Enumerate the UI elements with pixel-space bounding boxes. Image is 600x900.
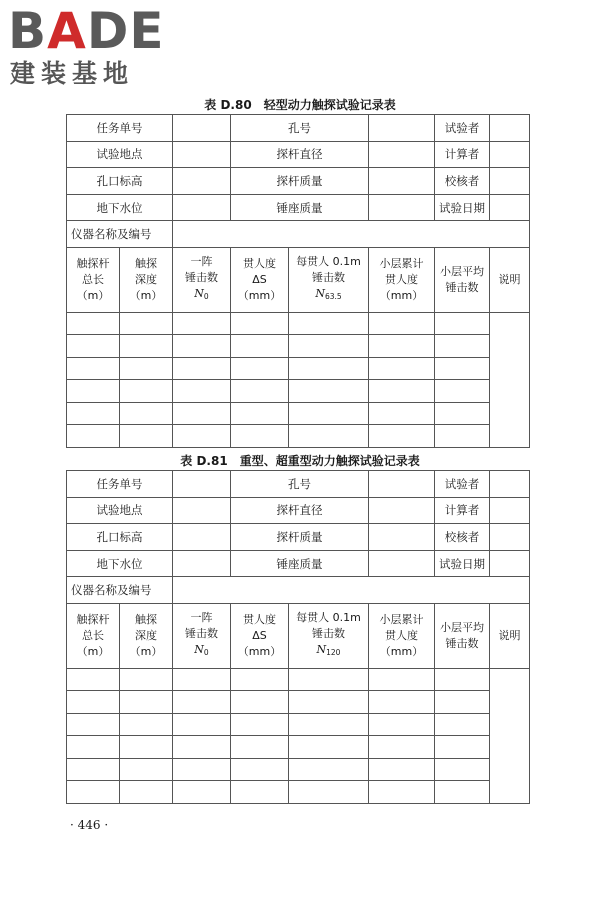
header-blows: 一阵 锤击数 $N_0$ bbox=[173, 247, 231, 312]
info-label: 校核者 bbox=[435, 524, 490, 551]
info-label: 试验地点 bbox=[67, 497, 173, 524]
info-value-cell[interactable] bbox=[173, 471, 231, 498]
data-cell[interactable] bbox=[369, 758, 435, 781]
data-cell[interactable] bbox=[231, 380, 289, 403]
data-cell[interactable] bbox=[435, 357, 490, 380]
data-cell[interactable] bbox=[120, 713, 173, 736]
header-penetration: 贯人度 ΔS （mm） bbox=[231, 603, 289, 668]
data-cell[interactable] bbox=[67, 312, 120, 335]
header-rod-length: 触探杆 总长 （m） bbox=[67, 603, 120, 668]
header-blows: 一阵 锤击数 $N_0$ bbox=[173, 603, 231, 668]
data-cell[interactable] bbox=[231, 758, 289, 781]
info-label: 计算者 bbox=[435, 141, 490, 168]
data-cell[interactable] bbox=[67, 758, 120, 781]
data-cell[interactable] bbox=[435, 781, 490, 804]
data-cell[interactable] bbox=[435, 736, 490, 759]
data-cell[interactable] bbox=[435, 335, 490, 358]
data-cell[interactable] bbox=[120, 668, 173, 691]
data-cell[interactable] bbox=[435, 668, 490, 691]
info-value-cell[interactable] bbox=[173, 497, 231, 524]
data-cell[interactable] bbox=[231, 312, 289, 335]
data-cell[interactable] bbox=[369, 312, 435, 335]
data-cell[interactable] bbox=[289, 335, 369, 358]
instrument-value-cell[interactable] bbox=[173, 221, 530, 248]
info-value-cell[interactable] bbox=[490, 550, 530, 577]
data-cell[interactable] bbox=[173, 357, 231, 380]
record-table-d81 bbox=[66, 470, 530, 804]
header-remark: 说明 bbox=[490, 247, 530, 312]
page-number: · 446 · bbox=[70, 818, 109, 832]
data-cell[interactable] bbox=[231, 425, 289, 448]
data-cell[interactable] bbox=[435, 758, 490, 781]
data-cell[interactable] bbox=[435, 691, 490, 714]
column-header-row bbox=[67, 603, 530, 668]
info-label: 锤座质量 bbox=[231, 550, 369, 577]
info-value-cell[interactable] bbox=[173, 168, 231, 195]
header-cumulative-penetration: 小层累计 贯人度 （mm） bbox=[369, 603, 435, 668]
data-cell[interactable] bbox=[369, 402, 435, 425]
data-cell[interactable] bbox=[369, 425, 435, 448]
instrument-label: 仪器名称及编号 bbox=[67, 221, 173, 248]
table-row bbox=[67, 402, 530, 425]
instrument-row bbox=[67, 577, 530, 604]
data-cell[interactable] bbox=[120, 380, 173, 403]
data-cell[interactable] bbox=[67, 425, 120, 448]
info-value-cell[interactable] bbox=[369, 524, 435, 551]
data-cell[interactable] bbox=[173, 335, 231, 358]
header-cumulative-penetration: 小层累计 贯人度 （mm） bbox=[369, 247, 435, 312]
data-cell[interactable] bbox=[289, 736, 369, 759]
info-row bbox=[67, 524, 530, 551]
info-value-cell[interactable] bbox=[173, 524, 231, 551]
table-row bbox=[67, 335, 530, 358]
data-cell[interactable] bbox=[369, 335, 435, 358]
table-caption-d81: 表 D.81 重型、超重型动力触探试验记录表 bbox=[180, 454, 420, 468]
info-row bbox=[67, 550, 530, 577]
table-caption-d80: 表 D.80 轻型动力触探试验记录表 bbox=[204, 98, 396, 112]
data-cell[interactable] bbox=[289, 402, 369, 425]
data-cell[interactable] bbox=[289, 357, 369, 380]
info-label: 孔口标高 bbox=[67, 168, 173, 195]
data-cell[interactable] bbox=[289, 691, 369, 714]
data-cell[interactable] bbox=[435, 713, 490, 736]
data-cell[interactable] bbox=[173, 713, 231, 736]
header-average-blows: 小层平均 锤击数 bbox=[435, 603, 490, 668]
info-value-cell[interactable] bbox=[369, 141, 435, 168]
info-value-cell[interactable] bbox=[369, 497, 435, 524]
data-cell[interactable] bbox=[369, 691, 435, 714]
header-depth: 触探 深度 （m） bbox=[120, 247, 173, 312]
info-label: 任务单号 bbox=[67, 471, 173, 498]
data-cell[interactable] bbox=[67, 781, 120, 804]
column-header-row bbox=[67, 247, 530, 312]
data-cell[interactable] bbox=[369, 736, 435, 759]
info-label: 计算者 bbox=[435, 497, 490, 524]
data-cell[interactable] bbox=[369, 668, 435, 691]
info-value-cell[interactable] bbox=[369, 471, 435, 498]
remark-cell[interactable] bbox=[490, 668, 530, 803]
data-cell[interactable] bbox=[435, 312, 490, 335]
info-value-cell[interactable] bbox=[490, 141, 530, 168]
info-label: 孔口标高 bbox=[67, 524, 173, 551]
data-cell[interactable] bbox=[67, 691, 120, 714]
data-cell[interactable] bbox=[67, 380, 120, 403]
data-cell[interactable] bbox=[289, 312, 369, 335]
data-cell[interactable] bbox=[369, 380, 435, 403]
header-per-penetration-blows: 每贯人 0.1m 锤击数 $N_{63.5}$ bbox=[289, 247, 369, 312]
header-average-blows: 小层平均 锤击数 bbox=[435, 247, 490, 312]
data-cell[interactable] bbox=[67, 713, 120, 736]
info-label: 孔号 bbox=[231, 115, 369, 142]
info-row bbox=[67, 141, 530, 168]
info-label: 孔号 bbox=[231, 471, 369, 498]
table-row bbox=[67, 380, 530, 403]
data-cell[interactable] bbox=[231, 713, 289, 736]
info-value-cell[interactable] bbox=[490, 497, 530, 524]
data-cell[interactable] bbox=[173, 380, 231, 403]
info-label: 锤座质量 bbox=[231, 194, 369, 221]
info-label: 试验者 bbox=[435, 115, 490, 142]
info-row bbox=[67, 194, 530, 221]
info-label: 试验日期 bbox=[435, 550, 490, 577]
info-row bbox=[67, 471, 530, 498]
info-value-cell[interactable] bbox=[490, 194, 530, 221]
info-value-cell[interactable] bbox=[490, 524, 530, 551]
info-value-cell[interactable] bbox=[490, 471, 530, 498]
info-value-cell[interactable] bbox=[173, 550, 231, 577]
instrument-value-cell[interactable] bbox=[173, 577, 530, 604]
logo-subtitle: 建装基地 bbox=[10, 59, 135, 88]
info-label: 任务单号 bbox=[67, 115, 173, 142]
table-row bbox=[67, 691, 530, 714]
info-value-cell[interactable] bbox=[490, 168, 530, 195]
header-depth: 触探 深度 （m） bbox=[120, 603, 173, 668]
info-label: 试验者 bbox=[435, 471, 490, 498]
info-label: 探杆直径 bbox=[231, 141, 369, 168]
data-cell[interactable] bbox=[173, 758, 231, 781]
data-cell[interactable] bbox=[369, 713, 435, 736]
data-cell[interactable] bbox=[173, 736, 231, 759]
data-cell[interactable] bbox=[231, 668, 289, 691]
data-cell[interactable] bbox=[289, 713, 369, 736]
data-cell[interactable] bbox=[289, 668, 369, 691]
info-label: 试验日期 bbox=[435, 194, 490, 221]
info-label: 校核者 bbox=[435, 168, 490, 195]
info-row bbox=[67, 168, 530, 195]
info-value-cell[interactable] bbox=[173, 194, 231, 221]
info-value-cell[interactable] bbox=[369, 194, 435, 221]
data-cell[interactable] bbox=[231, 691, 289, 714]
table-row bbox=[67, 425, 530, 448]
data-cell[interactable] bbox=[67, 736, 120, 759]
info-label: 地下水位 bbox=[67, 194, 173, 221]
table-row bbox=[67, 312, 530, 335]
logo bbox=[8, 4, 178, 88]
data-cell[interactable] bbox=[369, 357, 435, 380]
table-row bbox=[67, 713, 530, 736]
data-cell[interactable] bbox=[120, 781, 173, 804]
instrument-row bbox=[67, 221, 530, 248]
data-cell[interactable] bbox=[120, 335, 173, 358]
info-value-cell[interactable] bbox=[369, 168, 435, 195]
info-value-cell[interactable] bbox=[369, 550, 435, 577]
header-remark: 说明 bbox=[490, 603, 530, 668]
data-cell[interactable] bbox=[67, 668, 120, 691]
info-row bbox=[67, 115, 530, 142]
data-cell[interactable] bbox=[67, 357, 120, 380]
data-cell[interactable] bbox=[120, 402, 173, 425]
header-per-penetration-blows: 每贯人 0.1m 锤击数 $N_{120}$ bbox=[289, 603, 369, 668]
data-cell[interactable] bbox=[173, 402, 231, 425]
header-penetration: 贯人度 ΔS （mm） bbox=[231, 247, 289, 312]
data-cell[interactable] bbox=[67, 335, 120, 358]
data-cell[interactable] bbox=[173, 312, 231, 335]
remark-cell[interactable] bbox=[490, 312, 530, 447]
info-label: 探杆质量 bbox=[231, 168, 369, 195]
data-cell[interactable] bbox=[120, 357, 173, 380]
data-cell[interactable] bbox=[289, 380, 369, 403]
instrument-label: 仪器名称及编号 bbox=[67, 577, 173, 604]
data-cell[interactable] bbox=[435, 425, 490, 448]
info-label: 探杆质量 bbox=[231, 524, 369, 551]
data-cell[interactable] bbox=[120, 312, 173, 335]
info-label: 探杆直径 bbox=[231, 497, 369, 524]
info-value-cell[interactable] bbox=[490, 115, 530, 142]
data-cell[interactable] bbox=[435, 402, 490, 425]
data-cell[interactable] bbox=[231, 402, 289, 425]
data-cell[interactable] bbox=[120, 736, 173, 759]
data-cell[interactable] bbox=[231, 335, 289, 358]
info-value-cell[interactable] bbox=[173, 141, 231, 168]
table-row bbox=[67, 736, 530, 759]
data-cell[interactable] bbox=[173, 691, 231, 714]
data-cell[interactable] bbox=[173, 668, 231, 691]
data-cell[interactable] bbox=[369, 781, 435, 804]
data-cell[interactable] bbox=[120, 691, 173, 714]
table-row bbox=[67, 781, 530, 804]
table-row bbox=[67, 357, 530, 380]
info-row bbox=[67, 497, 530, 524]
data-cell[interactable] bbox=[289, 758, 369, 781]
data-cell[interactable] bbox=[173, 425, 231, 448]
header-rod-length: 触探杆 总长 （m） bbox=[67, 247, 120, 312]
data-cell[interactable] bbox=[289, 781, 369, 804]
data-cell[interactable] bbox=[231, 736, 289, 759]
logo-wordmark: BADE bbox=[8, 2, 165, 60]
data-cell[interactable] bbox=[231, 781, 289, 804]
info-value-cell[interactable] bbox=[173, 115, 231, 142]
data-cell[interactable] bbox=[435, 380, 490, 403]
data-cell[interactable] bbox=[289, 425, 369, 448]
info-value-cell[interactable] bbox=[369, 115, 435, 142]
data-cell[interactable] bbox=[67, 402, 120, 425]
data-cell[interactable] bbox=[231, 357, 289, 380]
data-cell[interactable] bbox=[173, 781, 231, 804]
data-cell[interactable] bbox=[120, 758, 173, 781]
record-table-d80 bbox=[66, 114, 530, 448]
info-label: 试验地点 bbox=[67, 141, 173, 168]
table-row bbox=[67, 668, 530, 691]
table-row bbox=[67, 758, 530, 781]
info-label: 地下水位 bbox=[67, 550, 173, 577]
data-cell[interactable] bbox=[120, 425, 173, 448]
